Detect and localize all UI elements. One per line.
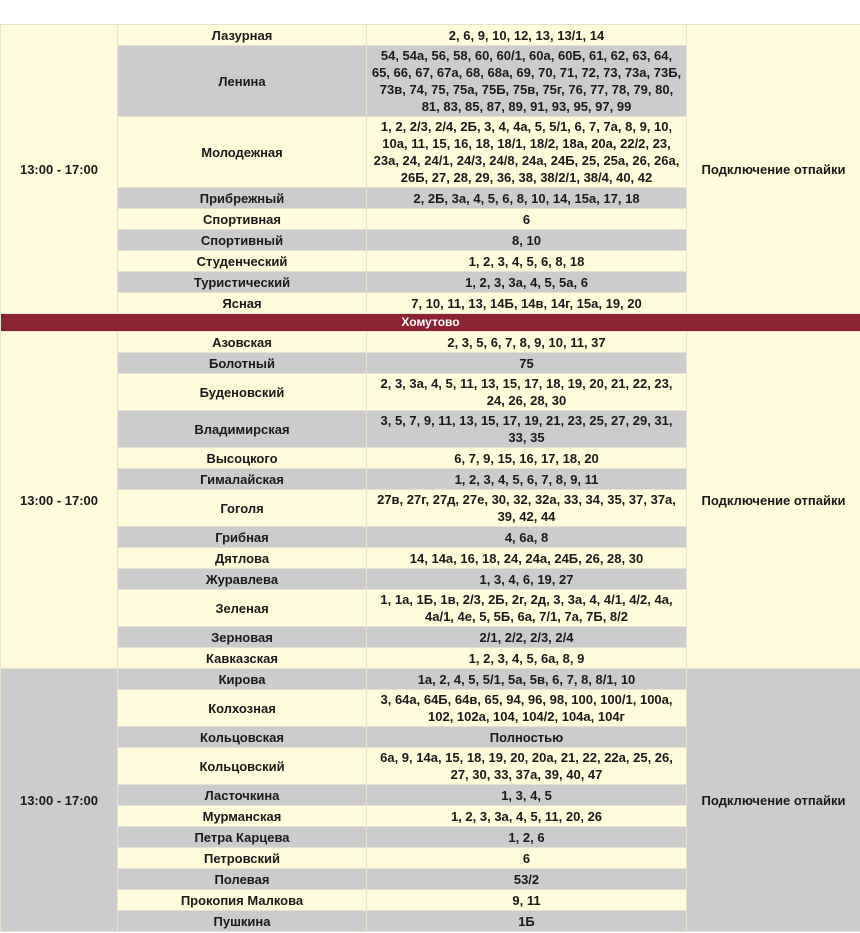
street-name-cell: Прокопия Малкова xyxy=(118,890,367,911)
street-name-cell: Журавлева xyxy=(118,569,367,590)
street-name-cell: Лазурная xyxy=(118,25,367,46)
house-numbers-cell: 1, 3, 4, 5 xyxy=(367,785,687,806)
house-numbers-cell: 1, 2, 3, 3а, 4, 5, 5а, 6 xyxy=(367,272,687,293)
street-name-cell: Прибрежный xyxy=(118,188,367,209)
street-name-cell: Молодежная xyxy=(118,117,367,188)
region-header-row xyxy=(1,314,860,332)
house-numbers-cell: 2/1, 2/2, 2/3, 2/4 xyxy=(367,627,687,648)
street-name-cell: Петровский xyxy=(118,848,367,869)
street-name-cell: Владимирская xyxy=(118,411,367,448)
street-name-cell: Дятлова xyxy=(118,548,367,569)
street-name-cell: Туристический xyxy=(118,272,367,293)
house-numbers-cell: 1, 2, 3, 3а, 4, 5, 11, 20, 26 xyxy=(367,806,687,827)
house-numbers-cell: 1, 2, 3, 4, 5, 6, 7, 8, 9, 11 xyxy=(367,469,687,490)
table-row xyxy=(1,332,860,353)
street-name-cell: Гималайская xyxy=(118,469,367,490)
street-name-cell: Пушкина xyxy=(118,911,367,932)
street-name-cell: Полевая xyxy=(118,869,367,890)
street-name-cell: Спортивная xyxy=(118,209,367,230)
house-numbers-cell: 6, 7, 9, 15, 16, 17, 18, 20 xyxy=(367,448,687,469)
street-name-cell: Ласточкина xyxy=(118,785,367,806)
house-numbers-cell: 4, 6а, 8 xyxy=(367,527,687,548)
street-name-cell: Буденовский xyxy=(118,374,367,411)
house-numbers-cell: 3, 64а, 64Б, 64в, 65, 94, 96, 98, 100, 100/1, 100а, 102, 102а, 104, 104/2, 104а, 104г xyxy=(367,690,687,727)
house-numbers-cell: 8, 10 xyxy=(367,230,687,251)
house-numbers-cell: 2, 2Б, 3а, 4, 5, 6, 8, 10, 14, 15а, 17, 18 xyxy=(367,188,687,209)
region-header: Хомутово xyxy=(1,314,860,332)
street-name-cell: Зерновая xyxy=(118,627,367,648)
street-name-cell: Грибная xyxy=(118,527,367,548)
street-name-cell: Кольцовский xyxy=(118,748,367,785)
house-numbers-cell: 3, 5, 7, 9, 11, 13, 15, 17, 19, 21, 23, 25, 27, 29, 31, 33, 35 xyxy=(367,411,687,448)
time-window-cell: 13:00 - 17:00 xyxy=(1,669,118,932)
street-name-cell: Высоцкого xyxy=(118,448,367,469)
house-numbers-cell: Полностью xyxy=(367,727,687,748)
street-name-cell: Петра Карцева xyxy=(118,827,367,848)
work-type-cell: Подключение отпайки xyxy=(687,332,860,669)
time-window-cell: 13:00 - 17:00 xyxy=(1,25,118,314)
house-numbers-cell: 53/2 xyxy=(367,869,687,890)
street-name-cell: Болотный xyxy=(118,353,367,374)
house-numbers-cell: 2, 3, 3а, 4, 5, 11, 13, 15, 17, 18, 19, 20, 21, 22, 23, 24, 26, 28, 30 xyxy=(367,374,687,411)
street-name-cell: Спортивный xyxy=(118,230,367,251)
street-name-cell: Колхозная xyxy=(118,690,367,727)
street-name-cell: Кирова xyxy=(118,669,367,690)
house-numbers-cell: 6а, 9, 14а, 15, 18, 19, 20, 20а, 21, 22, 22а, 25, 26, 27, 30, 33, 37а, 39, 40, 47 xyxy=(367,748,687,785)
house-numbers-cell: 2, 6, 9, 10, 12, 13, 13/1, 14 xyxy=(367,25,687,46)
street-name-cell: Ясная xyxy=(118,293,367,314)
table-row xyxy=(1,669,860,690)
outage-schedule-table xyxy=(0,24,860,932)
house-numbers-cell: 1, 2, 3, 4, 5, 6а, 8, 9 xyxy=(367,648,687,669)
time-window-cell: 13:00 - 17:00 xyxy=(1,332,118,669)
street-name-cell: Ленина xyxy=(118,46,367,117)
outage-schedule-body xyxy=(1,25,860,932)
house-numbers-cell: 1Б xyxy=(367,911,687,932)
house-numbers-cell: 1, 2, 6 xyxy=(367,827,687,848)
house-numbers-cell: 2, 3, 5, 6, 7, 8, 9, 10, 11, 37 xyxy=(367,332,687,353)
house-numbers-cell: 6 xyxy=(367,848,687,869)
house-numbers-cell: 9, 11 xyxy=(367,890,687,911)
house-numbers-cell: 75 xyxy=(367,353,687,374)
work-type-cell: Подключение отпайки xyxy=(687,669,860,932)
house-numbers-cell: 6 xyxy=(367,209,687,230)
street-name-cell: Студенческий xyxy=(118,251,367,272)
street-name-cell: Кавказская xyxy=(118,648,367,669)
house-numbers-cell: 1а, 2, 4, 5, 5/1, 5а, 5в, 6, 7, 8, 8/1, 10 xyxy=(367,669,687,690)
street-name-cell: Зеленая xyxy=(118,590,367,627)
house-numbers-cell: 27в, 27г, 27д, 27е, 30, 32, 32а, 33, 34, 35, 37, 37а, 39, 42, 44 xyxy=(367,490,687,527)
house-numbers-cell: 1, 2, 2/3, 2/4, 2Б, 3, 4, 4а, 5, 5/1, 6, 7, 7а, 8, 9, 10, 10а, 11, 15, 16, 18, 18/1, 18/2, 18а, 20а, 22/2, 23, 23а, 24, 24/1, 24/3, 24/8, 24а, 24Б, 25, 25а, 26, 26а, 26Б, 27, 28, 29, 36, 38, 38/2/1, 38/4, 40, 42 xyxy=(367,117,687,188)
street-name-cell: Азовская xyxy=(118,332,367,353)
house-numbers-cell: 1, 3, 4, 6, 19, 27 xyxy=(367,569,687,590)
house-numbers-cell: 1, 1а, 1Б, 1в, 2/3, 2Б, 2г, 2д, 3, 3а, 4, 4/1, 4/2, 4а, 4а/1, 4е, 5, 5Б, 6а, 7/1, 7а, 7Б, 8/2 xyxy=(367,590,687,627)
street-name-cell: Кольцовская xyxy=(118,727,367,748)
street-name-cell: Гоголя xyxy=(118,490,367,527)
house-numbers-cell: 7, 10, 11, 13, 14Б, 14в, 14г, 15а, 19, 20 xyxy=(367,293,687,314)
street-name-cell: Мурманская xyxy=(118,806,367,827)
table-row xyxy=(1,25,860,46)
house-numbers-cell: 14, 14а, 16, 18, 24, 24а, 24Б, 26, 28, 30 xyxy=(367,548,687,569)
house-numbers-cell: 54, 54а, 56, 58, 60, 60/1, 60а, 60Б, 61, 62, 63, 64, 65, 66, 67, 67а, 68, 68а, 69, 70, 71, 72, 73, 73а, 73Б, 73в, 74, 75, 75а, 75Б, 75в, 75г, 76, 77, 78, 79, 80, 81, 83, 85, 87, 89, 91, 93, 95, 97, 99 xyxy=(367,46,687,117)
house-numbers-cell: 1, 2, 3, 4, 5, 6, 8, 18 xyxy=(367,251,687,272)
work-type-cell: Подключение отпайки xyxy=(687,25,860,314)
